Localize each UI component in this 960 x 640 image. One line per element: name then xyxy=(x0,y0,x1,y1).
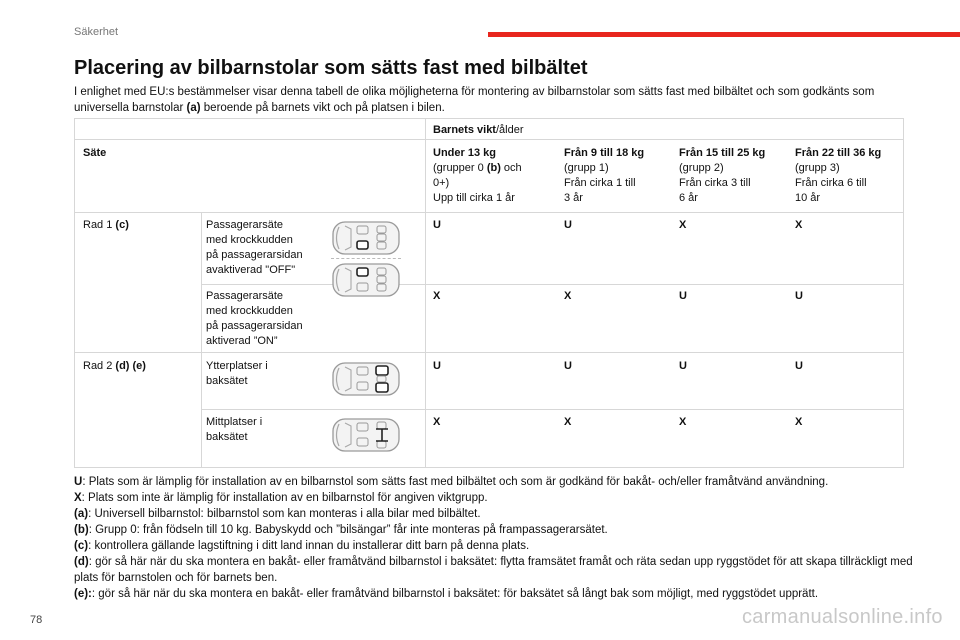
accent-bar xyxy=(488,32,960,37)
column-header-title: Från 9 till 18 kg xyxy=(564,147,645,159)
suitability-value: X xyxy=(564,416,572,428)
table-rule xyxy=(75,352,903,353)
column-header-line: Från cirka 1 till xyxy=(564,177,636,189)
table-rule xyxy=(201,409,903,410)
column-header-group: (grupp 3) xyxy=(795,162,840,174)
column-header-title: Från 15 till 25 kg xyxy=(679,147,766,159)
suitability-value: U xyxy=(564,219,572,231)
note-line xyxy=(74,474,914,490)
suitability-value: X xyxy=(795,219,803,231)
seat-description-line: på passagerarsidan xyxy=(206,249,303,261)
note-text: : Grupp 0: från födseln till 10 kg. Babyskydd och ”bilsängar” får inte monteras på frampassagerarsätet. xyxy=(88,524,608,536)
row-label-rad1 xyxy=(83,218,129,233)
seat-description xyxy=(206,415,324,445)
car-front-seat-icon xyxy=(331,261,401,299)
note-text: : Universell bilbarnstol: bilbarnstol som kan monteras i alla bilar med bilbältet. xyxy=(88,508,481,520)
seat-description xyxy=(206,289,324,349)
suitability-value: U xyxy=(795,360,803,372)
table-rule xyxy=(75,212,903,213)
suitability-value: U xyxy=(433,360,441,372)
suitability-value: U xyxy=(564,360,572,372)
note-text: : kontrollera gällande lagstiftning i ditt land innan du installerar ditt barn på denna plats. xyxy=(88,540,530,552)
car-rear-outer-seat-icon xyxy=(331,360,401,398)
suitability-value: X xyxy=(679,219,687,231)
note-text: : Plats som inte är lämplig för installation av en bilbarnstol för angiven viktgrupp. xyxy=(81,492,488,504)
note-line xyxy=(74,522,914,538)
page-number: 78 xyxy=(30,614,43,626)
table-rule xyxy=(201,212,202,467)
car-rear-middle-seat-icon xyxy=(331,416,401,454)
table-rule xyxy=(201,284,903,285)
note-key: (b) xyxy=(74,524,89,536)
seat-description xyxy=(206,359,324,389)
row-label-rad2 xyxy=(83,359,146,374)
intro-post: beroende på barnets vikt och på platsen i bilen. xyxy=(200,102,445,114)
note-text: : gör så här när du ska montera en bakåt- eller framåtvänd bilbarnstol i baksätet: flytta framsätet framåt och räta sedan upp ryggstödet för att skapa tillräckligt med plats för barnstolen och för barnets ben. xyxy=(74,556,913,584)
seat-description-line: med krockkudden xyxy=(206,305,293,317)
car-front-seat-icon xyxy=(331,219,401,257)
suitability-value: U xyxy=(795,290,803,302)
suitability-value: U xyxy=(679,360,687,372)
note-line xyxy=(74,554,914,586)
seat-description-line: på passagerarsidan xyxy=(206,320,303,332)
note-line xyxy=(74,538,914,554)
column-header-title: Under 13 kg xyxy=(433,147,496,159)
row-label-text: Rad 2 xyxy=(83,360,116,372)
weight-header xyxy=(433,123,524,138)
seat-description-line: med krockkudden xyxy=(206,234,293,246)
column-header-group: (grupp 2) xyxy=(679,162,724,174)
intro-pre: I enlighet med EU:s bestämmelser visar denna tabell de olika möjligheterna för montering av bilbarnstolar som sätts fast med bilbältet och som godkänts som universella barnstolar xyxy=(74,86,875,114)
weight-header-bold: Barnets vikt xyxy=(433,124,496,136)
seat-description-line: Mittplatser i xyxy=(206,416,263,428)
icon-divider xyxy=(331,258,401,259)
column-header xyxy=(433,146,549,206)
note-key: (c) xyxy=(74,540,89,552)
seat-description-line: baksätet xyxy=(206,431,248,443)
seat-description-line: Passagerarsäte xyxy=(206,290,284,302)
table-rule xyxy=(75,139,903,140)
column-header-line: Upp till cirka 1 år xyxy=(433,192,515,204)
column-group-ref: (b) xyxy=(486,162,501,174)
note-line xyxy=(74,586,914,602)
legend-notes xyxy=(74,474,914,602)
column-header-line: 0+) xyxy=(433,177,450,189)
seat-table xyxy=(74,118,904,468)
note-key: (a) xyxy=(74,508,89,520)
note-text: : gör så här när du ska montera en bakåt- eller framåtvänd bilbarnstol i baksätet: för baksätet så långt bak som möjligt, med ryggstödet upprätt. xyxy=(91,588,819,600)
suitability-value: X xyxy=(679,416,687,428)
table-rule xyxy=(425,119,426,467)
note-key: X xyxy=(74,492,82,504)
seat-description-line: Ytterplatser i xyxy=(206,360,268,372)
column-header-line: Från cirka 6 till xyxy=(795,177,867,189)
seat-description xyxy=(206,218,324,278)
weight-header-rest: /ålder xyxy=(495,124,524,136)
suitability-value: X xyxy=(795,416,803,428)
column-header xyxy=(795,146,901,206)
column-header-title: Från 22 till 36 kg xyxy=(795,147,882,159)
note-key: (e): xyxy=(74,588,92,600)
seat-description-line: Passagerarsäte xyxy=(206,219,284,231)
column-header-line: Från cirka 3 till xyxy=(679,177,751,189)
column-header-line: 6 år xyxy=(679,192,698,204)
column-header-line: 10 år xyxy=(795,192,821,204)
column-header xyxy=(564,146,674,206)
suitability-value: X xyxy=(433,416,441,428)
seat-header: Säte xyxy=(83,147,107,159)
row-label-ref: (c) xyxy=(115,219,129,231)
section-label: Säkerhet xyxy=(74,26,119,38)
seat-description-line: aktiverad ”ON” xyxy=(206,335,278,347)
suitability-value: X xyxy=(564,290,572,302)
column-header-line: 3 år xyxy=(564,192,583,204)
intro-text xyxy=(74,84,904,116)
seat-description-line: baksätet xyxy=(206,375,248,387)
note-key: U xyxy=(74,476,83,488)
watermark: carmanualsonline.info xyxy=(742,606,943,628)
row-label-ref: (d) (e) xyxy=(115,360,146,372)
column-header-group xyxy=(433,161,549,176)
column-group-text: (grupper 0 xyxy=(433,162,487,174)
note-key: (d) xyxy=(74,556,89,568)
note-line xyxy=(74,490,914,506)
note-text: : Plats som är lämplig för installation av en bilbarnstol som sätts fast med bilbältet och som är godkänd för bakåt- och/eller framåtvänd användning. xyxy=(82,476,829,488)
row-label-text: Rad 1 xyxy=(83,219,116,231)
suitability-value: U xyxy=(679,290,687,302)
column-header-group: (grupp 1) xyxy=(564,162,609,174)
note-line xyxy=(74,506,914,522)
column-group-text: och xyxy=(500,162,522,174)
intro-ref: (a) xyxy=(186,102,201,114)
suitability-value: U xyxy=(433,219,441,231)
seat-description-line: avaktiverad "OFF" xyxy=(206,264,296,276)
suitability-value: X xyxy=(433,290,441,302)
page-title: Placering av bilbarnstolar som sätts fast med bilbältet xyxy=(74,57,588,79)
column-header xyxy=(679,146,789,206)
